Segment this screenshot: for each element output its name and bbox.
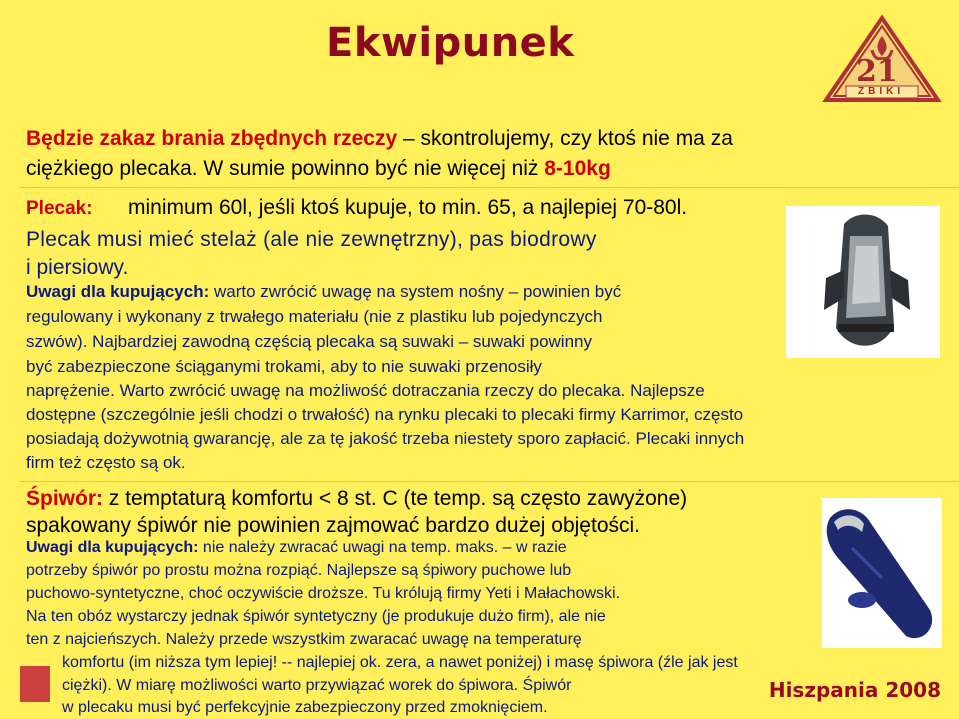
plecak-tip-2: regulowany i wykonany z trwałego materiału (nie z plastiku lub pojedynczych — [26, 307, 603, 326]
spiwor-tip-2: potrzeby śpiwór po prostu można rozpiąć. Najlepsze są śpiwory puchowe lub — [26, 562, 572, 579]
plecak-tip-4: być zabezpieczone ściąganymi trokami, aby to nie suwaki przenosiły — [26, 357, 542, 376]
intro-lead: Będzie zakaz brania zbędnych rzeczy — [26, 127, 398, 150]
plecak-tip-label: Uwagi dla kupujących: — [26, 282, 210, 301]
spiwor-tip-1 — [26, 539, 567, 557]
spiwor-label: Śpiwór: — [26, 487, 103, 510]
corner-square — [20, 666, 50, 702]
logo-subtext: ŻBIKI — [858, 86, 905, 97]
plecak-tip-text-1: warto zwrócić uwagę na system nośny – powinien być — [209, 282, 622, 301]
backpack-image — [786, 206, 940, 358]
spiwor-line-1 — [26, 487, 687, 511]
spiwor-tip-8: w plecaku musi być perfekcyjnie zabezpieczony przed zmoknięciem. — [62, 699, 548, 716]
plecak-line-3: i piersiowy. — [26, 256, 129, 279]
spiwor-tip-6: komfortu (im niższa tym lepiej! -- najlepiej ok. zera, a nawet poniżej) i masę śpiwora (źle jak jest — [62, 654, 738, 671]
plecak-line-2: Plecak musi mieć stelaż (ale nie zewnętrzny), pas biodrowy — [26, 228, 597, 251]
intro-line-2 — [26, 157, 611, 181]
sleeping-bag-image — [822, 498, 942, 648]
plecak-tip-1 — [26, 282, 621, 302]
plecak-line-1: minimum 60l, jeśli ktoś kupuje, to min. 65, a najlepiej 70-80l. — [128, 196, 688, 219]
spiwor-tip-5: ten z najcieńszych. Należy przede wszystkim zwaracać uwagę na temperaturę — [26, 631, 582, 648]
spiwor-tip-text-1: nie należy zwracać uwagi na temp. maks. – w razie — [198, 539, 567, 556]
plecak-tip-6: dostępne (szczególnie jeśli chodzi o trwałość) na rynku plecaki to plecaki firmy Karrimor, często — [26, 405, 744, 424]
spiwor-tip-7: ciężki). W miarę możliwości warto przywiązać worek do śpiwora. Śpiwór — [62, 677, 572, 694]
divider-1 — [20, 187, 959, 188]
divider-2 — [20, 481, 959, 482]
intro-rest: – skontrolujemy, czy ktoś nie ma za — [397, 127, 733, 150]
spiwor-tip-3: puchowo-syntetyczne, choć oczywiście droższe. Tu królują firmy Yeti i Małachowski. — [26, 585, 621, 602]
footer-label: Hiszpania 2008 — [768, 678, 941, 702]
spiwor-line-2: spakowany śpiwór nie powinien zajmować bardzo dużej objętości. — [26, 514, 640, 537]
intro-weight: 8-10kg — [544, 157, 611, 180]
logo-number: 21 — [856, 54, 898, 89]
page-title: Ekwipunek — [326, 20, 575, 66]
plecak-label: Plecak: — [26, 198, 93, 219]
spiwor-text-1: z temptaturą komfortu < 8 st. C (te temp. są często zawyżone) — [103, 487, 688, 510]
spiwor-tip-label: Uwagi dla kupujących: — [26, 539, 199, 556]
intro-line2-text: ciężkiego plecaka. W sumie powinno być nie więcej niż — [26, 157, 545, 180]
plecak-tip-8: firm też często są ok. — [26, 453, 186, 472]
plecak-tip-7: posiadają dożywotnią gwarancję, ale za tę jakość trzeba niestety sporo zapłacić. Plecaki innych — [26, 429, 745, 448]
scout-logo — [822, 14, 942, 102]
spiwor-tip-4: Na ten obóz wystarczy jednak śpiwór syntetyczny (je produkuje dużo firm), ale nie — [26, 608, 606, 625]
plecak-tip-3: szwów). Najbardziej zawodną częścią plecaka są suwaki – suwaki powinny — [26, 332, 592, 351]
intro-line-1 — [26, 127, 733, 151]
plecak-tip-5: naprężenie. Warto zwrócić uwagę na możliwość dotraczania rzeczy do plecaka. Najlepsze — [26, 381, 705, 400]
